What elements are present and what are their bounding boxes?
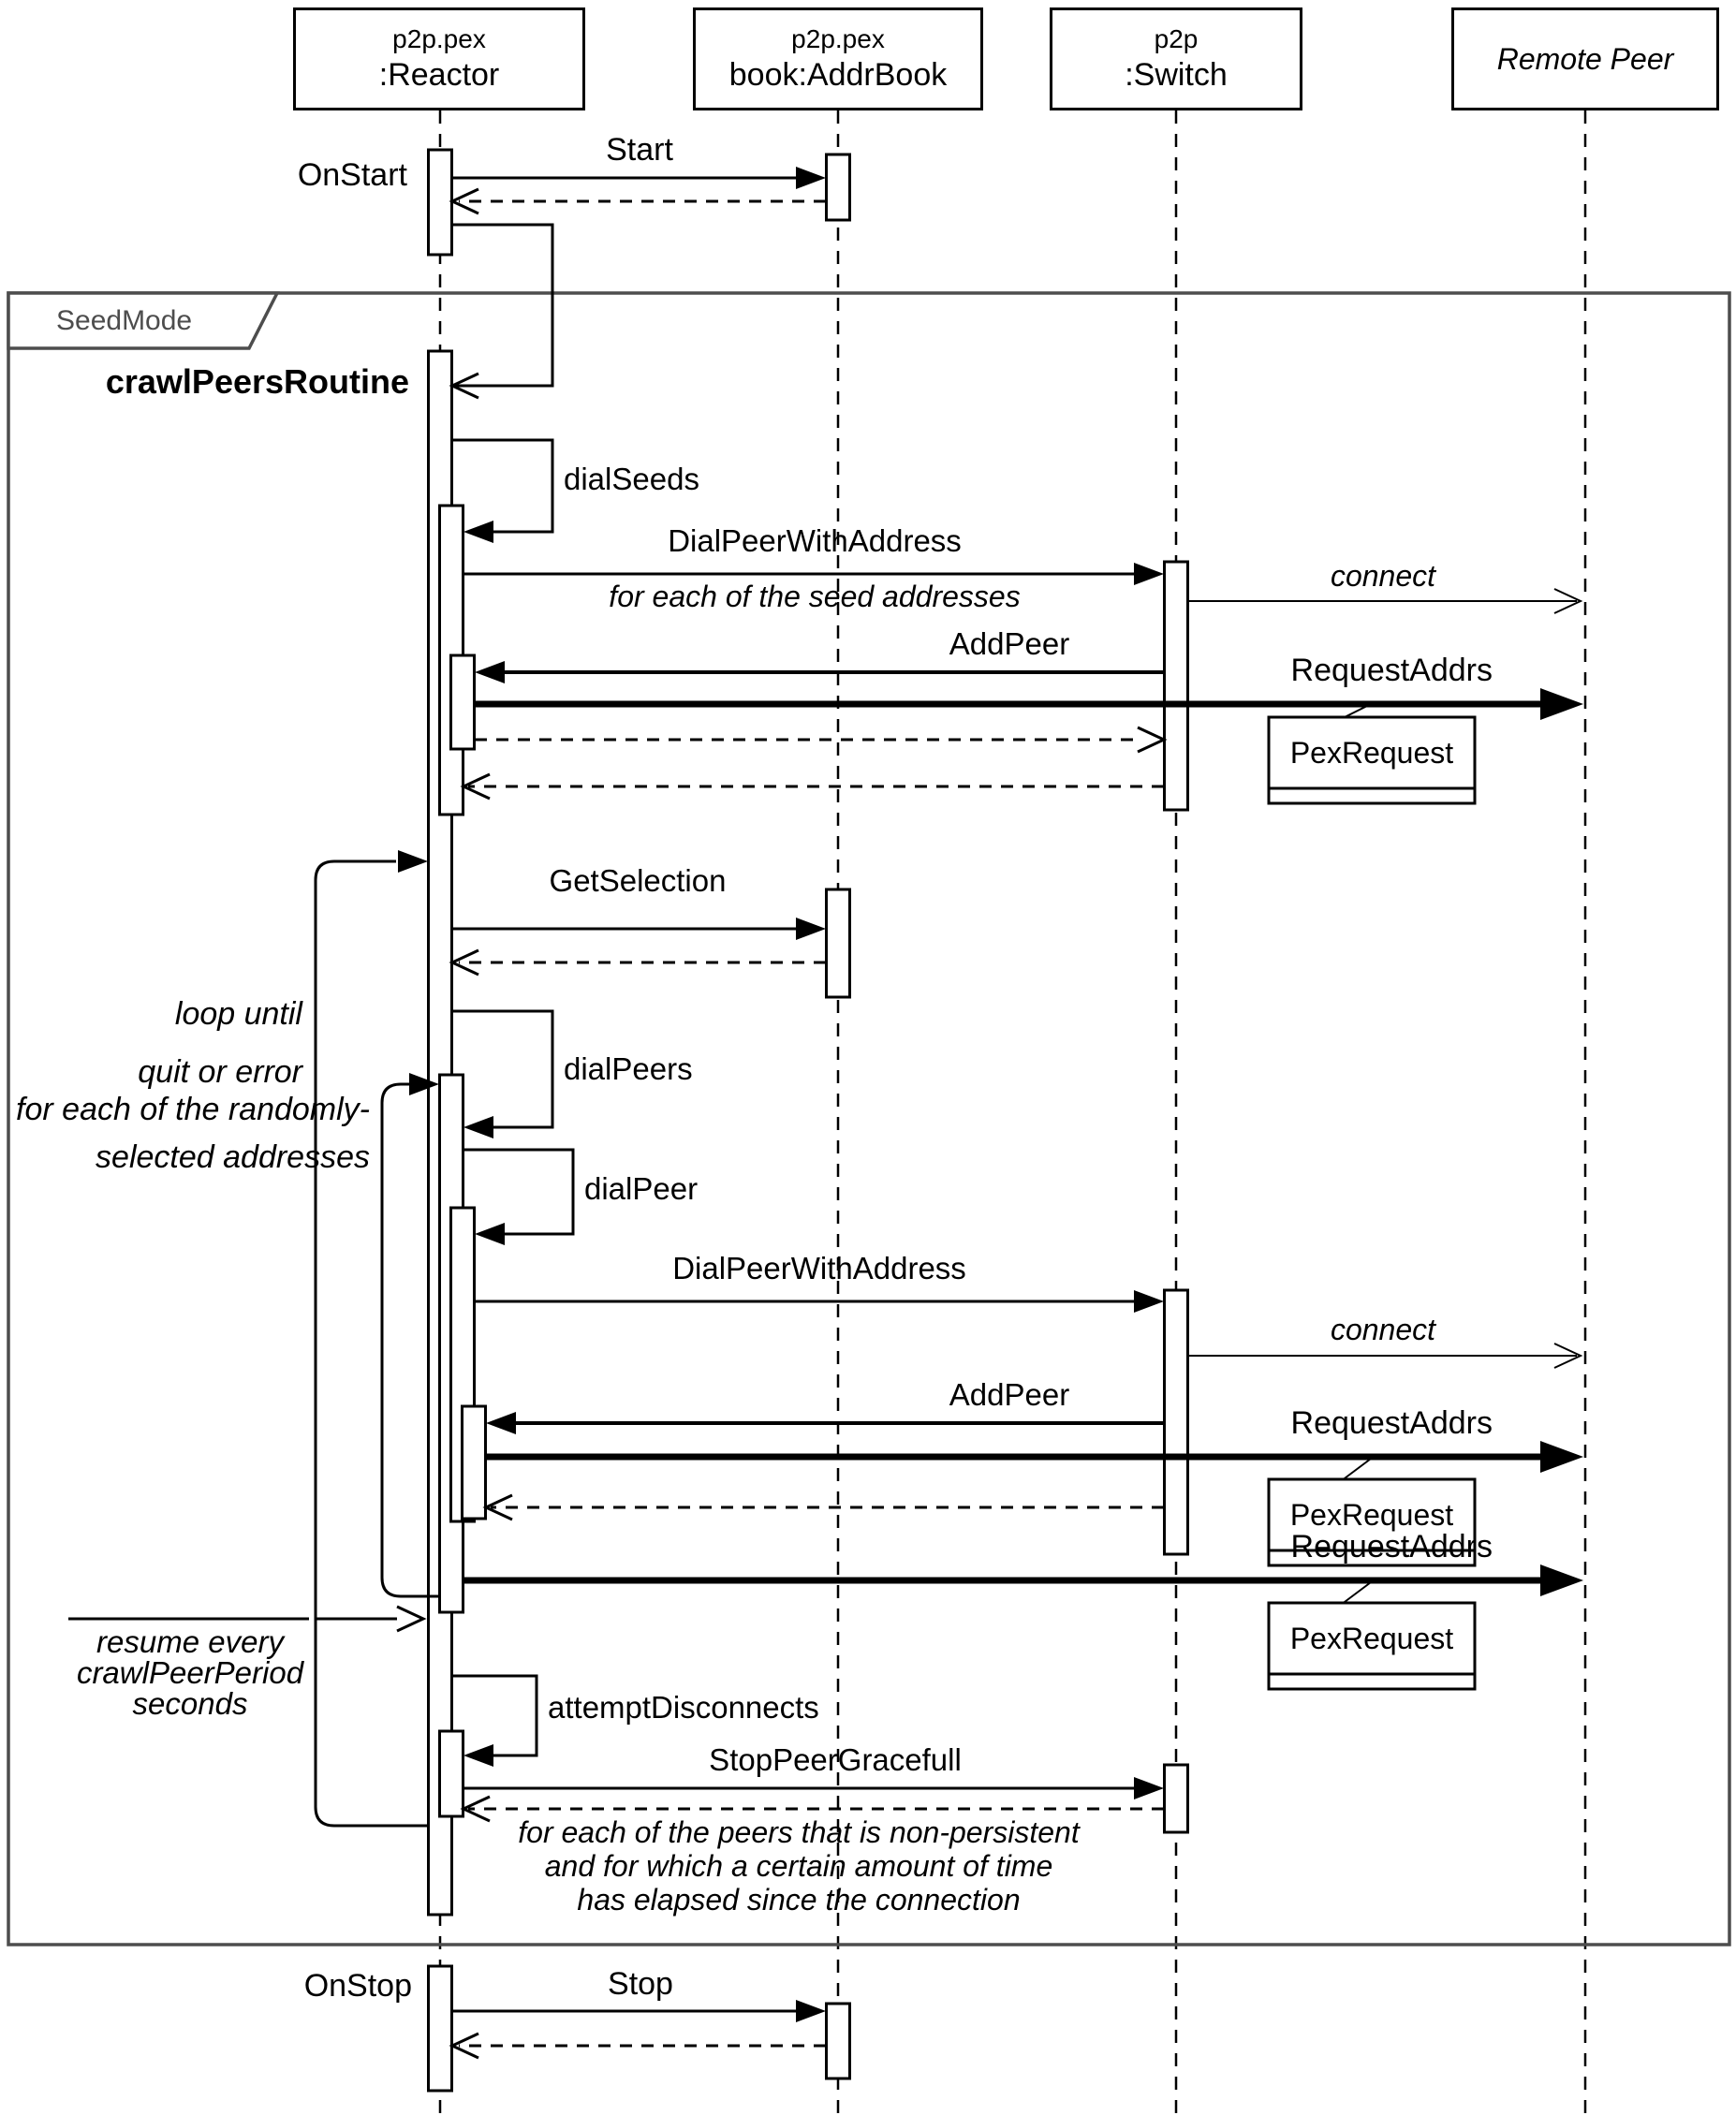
participant-switch [1050, 7, 1302, 110]
stoppeergracefull-label: StopPeerGracefull [709, 1742, 962, 1777]
for-each-seed-label: for each of the seed addresses [609, 580, 1021, 613]
requestaddrs-arrow-3 [463, 1564, 1583, 1596]
dialpeerwithaddress-label-1: DialPeerWithAddress [668, 523, 962, 558]
dialpeer-label: dialPeer [584, 1171, 699, 1206]
activation-reactor-addpeer-2 [463, 1406, 486, 1519]
activation-switch-1 [1165, 562, 1188, 810]
requestaddrs-label-1: RequestAddrs [1290, 653, 1493, 688]
pexrequest-label-1: PexRequest [1289, 736, 1454, 770]
crawlpeersroutine-label: crawlPeersRoutine [105, 362, 409, 401]
getselection-label: GetSelection [549, 863, 727, 898]
requestaddrs-arrow-1 [475, 688, 1583, 720]
stop-arrow [452, 2000, 826, 2022]
for-each-random-label-line2: selected addresses [96, 1139, 370, 1175]
connect-label-2: connect [1330, 1313, 1436, 1346]
participant-reactor [293, 7, 585, 110]
start-return-arrow [452, 189, 826, 213]
dialpeerwithaddress-label-2: DialPeerWithAddress [672, 1251, 966, 1285]
loop-bracket-outer [316, 850, 428, 1826]
activation-reactor-onstop [429, 1966, 452, 2091]
start-message-label: Start [606, 132, 673, 168]
activation-addrbook-getselection [827, 889, 850, 997]
activation-addrbook-stop [827, 2004, 850, 2078]
lifelines [440, 110, 1585, 2115]
participant-remote-peer [1451, 7, 1719, 110]
participant-addrbook-package: p2p.pex [791, 24, 885, 54]
pexrequest-label-3: PexRequest [1289, 1622, 1454, 1655]
dialpeer-self-arrow [463, 1150, 573, 1245]
requestaddrs-arrow-2 [486, 1441, 1583, 1473]
dialseeds-self-arrow [452, 440, 552, 543]
loop-until-label-line1: loop until [174, 996, 302, 1032]
participant-addrbook [693, 7, 983, 110]
participant-addrbook-name: book:AddrBook [728, 57, 948, 94]
resume-label-line2: crawlPeerPeriod [76, 1655, 304, 1690]
activation-switch-2 [1165, 1290, 1188, 1554]
activation-switch-stoppeer [1165, 1765, 1188, 1832]
resume-label-line1: resume every [96, 1624, 284, 1659]
participant-switch-name: :Switch [1125, 57, 1228, 94]
crawlpeersroutine-call-arrow [452, 225, 552, 398]
non-persistent-label-line2: and for which a certain amount of time [544, 1849, 1053, 1883]
dashed-forward-switch-1 [475, 727, 1164, 752]
dialseeds-label: dialSeeds [564, 462, 699, 496]
dashed-return-reactor-2 [486, 1495, 1164, 1520]
connect-arrow-2 [1188, 1344, 1581, 1368]
dialpeerwithaddress-arrow-2 [475, 1290, 1164, 1313]
getselection-return-arrow [452, 950, 826, 975]
attemptdisconnects-self-arrow [452, 1676, 537, 1767]
stop-return-arrow [452, 2034, 826, 2058]
participant-switch-package: p2p [1154, 24, 1199, 54]
activation-reactor-onstart [429, 150, 452, 255]
for-each-random-label-line1: for each of the randomly- [16, 1092, 370, 1127]
getselection-arrow [452, 918, 826, 940]
requestaddrs-label-2: RequestAddrs [1290, 1405, 1493, 1441]
onstop-label: OnStop [303, 1968, 412, 2004]
seedmode-frame-label: SeedMode [56, 305, 193, 336]
activation-reactor-attemptdisconnects [440, 1731, 463, 1816]
dashed-return-reactor-1 [463, 774, 1164, 799]
addpeer-arrow-1 [475, 661, 1164, 683]
pexrequest-label-2: PexRequest [1289, 1498, 1454, 1532]
activation-addrbook-start [827, 154, 850, 220]
addpeer-label-1: AddPeer [949, 626, 1070, 661]
dialpeers-label: dialPeers [564, 1051, 693, 1086]
participant-reactor-package: p2p.pex [392, 24, 486, 54]
dialpeers-self-arrow [452, 1011, 552, 1138]
non-persistent-label-line1: for each of the peers that is non-persistent [518, 1815, 1080, 1849]
stop-message-label: Stop [608, 1966, 673, 2002]
resume-label-line3: seconds [132, 1686, 248, 1721]
onstart-label: OnStart [297, 157, 407, 193]
participant-reactor-name: :Reactor [378, 57, 500, 94]
requestaddrs-label-3: RequestAddrs [1290, 1529, 1493, 1564]
activation-reactor-addpeer-1 [451, 655, 475, 749]
participant-remote-peer-name: Remote Peer [1496, 41, 1674, 76]
addpeer-arrow-2 [486, 1412, 1164, 1434]
stoppeergracefull-arrow [463, 1777, 1164, 1799]
addpeer-label-2: AddPeer [949, 1377, 1070, 1412]
non-persistent-label-line3: has elapsed since the connection [577, 1883, 1021, 1917]
loop-until-label-line2: quit or error [138, 1054, 302, 1090]
attemptdisconnects-label: attemptDisconnects [548, 1690, 819, 1725]
start-arrow [452, 167, 826, 189]
connect-label-1: connect [1330, 559, 1436, 593]
